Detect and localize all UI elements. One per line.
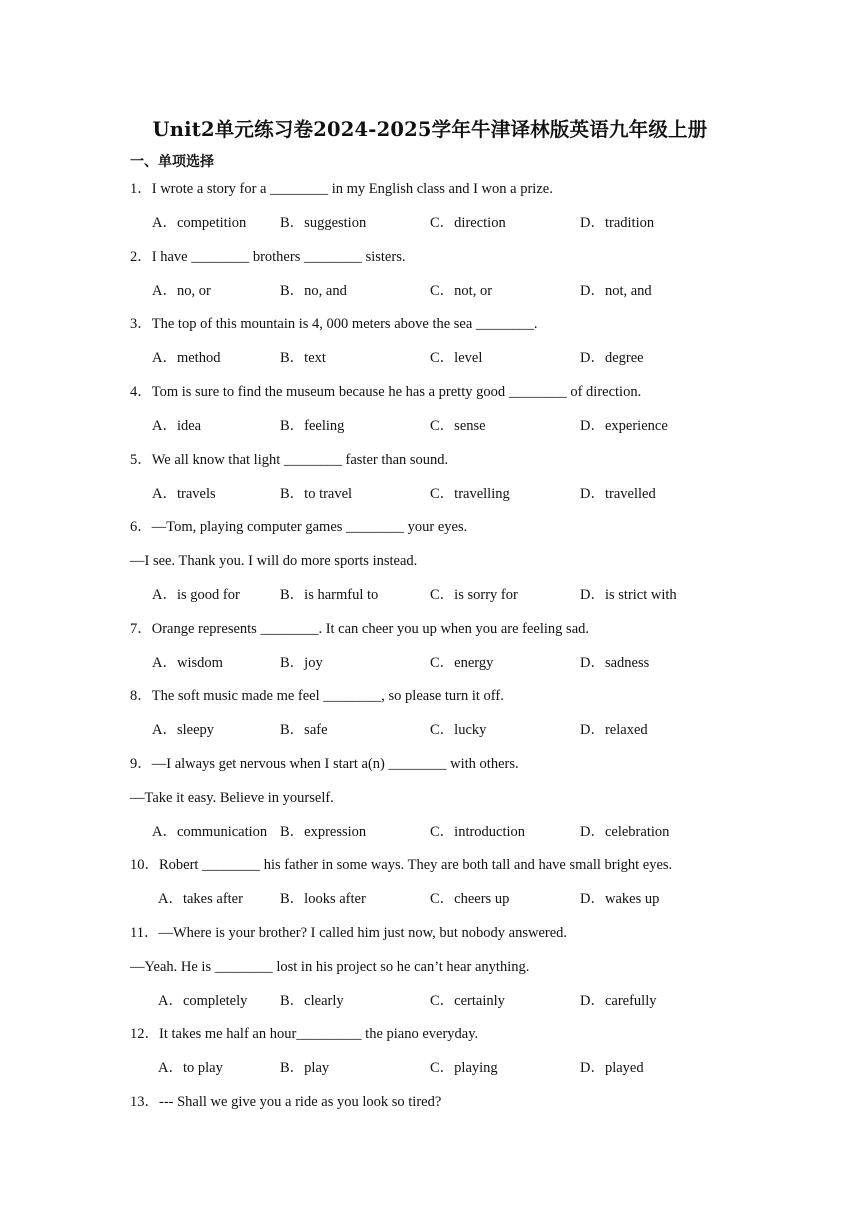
question-1-option-b[interactable]: B．suggestion [280,215,367,231]
question-10-option-a[interactable]: A．takes after [158,891,243,907]
question-12-option-c[interactable]: C．playing [430,1060,498,1076]
question-7-option-c[interactable]: C．energy [430,655,494,671]
question-12-stem: 12．It takes me half an hour_________ the piano everyday. [130,1026,479,1042]
question-5-option-d[interactable]: D．travelled [580,486,656,502]
question-6-option-b[interactable]: B．is harmful to [280,587,379,603]
question-7-option-a[interactable]: A．wisdom [152,655,223,671]
question-11-reply: —Yeah. He is ________ lost in his project so he can’t hear anything. [130,959,530,975]
question-6-option-a[interactable]: A．is good for [152,587,240,603]
question-5-option-c[interactable]: C．travelling [430,486,510,502]
question-7-stem: 7．Orange represents ________. It can cheer you up when you are feeling sad. [130,621,590,637]
question-7-option-b[interactable]: B．joy [280,655,323,671]
question-9-option-c[interactable]: C．introduction [430,824,526,840]
question-8-stem: 8．The soft music made me feel ________, so please turn it off. [130,688,504,704]
question-3-option-b[interactable]: B．text [280,350,326,366]
question-9-option-d[interactable]: D．celebration [580,824,670,840]
question-7-option-d[interactable]: D．sadness [580,655,650,671]
question-6-option-d[interactable]: D．is strict with [580,587,677,603]
question-11-option-a[interactable]: A．completely [158,993,248,1009]
question-11-option-b[interactable]: B．clearly [280,993,344,1009]
question-13-stem: 13．--- Shall we give you a ride as you look so tired? [130,1094,442,1110]
question-2-option-b[interactable]: B．no, and [280,283,347,299]
question-10-option-d[interactable]: D．wakes up [580,891,660,907]
question-8-option-b[interactable]: B．safe [280,722,328,738]
question-11-option-c[interactable]: C．certainly [430,993,505,1009]
page-title: Unit2单元练习卷2024-2025学年牛津译林版英语九年级上册 [152,118,708,141]
question-8-option-c[interactable]: C．lucky [430,722,487,738]
question-5-stem: 5．We all know that light ________ faster than sound. [130,452,449,468]
question-8-option-a[interactable]: A．sleepy [152,722,215,738]
question-2-stem: 2．I have ________ brothers ________ sisters. [130,249,406,265]
question-2-option-a[interactable]: A．no, or [152,283,211,299]
question-4-option-d[interactable]: D．experience [580,418,668,434]
question-4-option-b[interactable]: B．feeling [280,418,345,434]
question-2-option-c[interactable]: C．not, or [430,283,493,299]
question-2-option-d[interactable]: D．not, and [580,283,652,299]
question-1-option-d[interactable]: D．tradition [580,215,655,231]
question-9-option-a[interactable]: A．communication [152,824,268,840]
question-10-option-b[interactable]: B．looks after [280,891,366,907]
question-3-option-c[interactable]: C．level [430,350,483,366]
question-4-option-c[interactable]: C．sense [430,418,486,434]
question-12-option-b[interactable]: B．play [280,1060,330,1076]
question-9-option-b[interactable]: B．expression [280,824,367,840]
question-11-option-d[interactable]: D．carefully [580,993,657,1009]
question-6-option-c[interactable]: C．is sorry for [430,587,518,603]
question-11-stem: 11．—Where is your brother? I called him just now, but nobody answered. [130,925,568,941]
question-9-reply: —Take it easy. Believe in yourself. [130,790,334,806]
question-3-stem: 3．The top of this mountain is 4, 000 meters above the sea ________. [130,316,538,332]
question-5-option-b[interactable]: B．to travel [280,486,353,502]
question-4-option-a[interactable]: A．idea [152,418,202,434]
section-heading: 一、单项选择 [130,154,214,170]
question-1-option-c[interactable]: C．direction [430,215,506,231]
question-10-option-c[interactable]: C．cheers up [430,891,510,907]
question-3-option-a[interactable]: A．method [152,350,221,366]
question-10-stem: 10．Robert ________ his father in some ways. They are both tall and have small bright eyes. [130,857,673,873]
question-12-option-d[interactable]: D．played [580,1060,644,1076]
question-3-option-d[interactable]: D．degree [580,350,644,366]
question-6-reply: —I see. Thank you. I will do more sports instead. [130,553,418,569]
question-1-stem: 1．I wrote a story for a ________ in my English class and I won a prize. [130,181,553,197]
question-5-option-a[interactable]: A．travels [152,486,216,502]
question-12-option-a[interactable]: A．to play [158,1060,223,1076]
question-9-stem: 9．—I always get nervous when I start a(n) ________ with others. [130,756,519,772]
question-4-stem: 4．Tom is sure to find the museum because he has a pretty good ________ of direction. [130,384,642,400]
question-1-option-a[interactable]: A．competition [152,215,247,231]
question-6-stem: 6．—Tom, playing computer games ________ your eyes. [130,519,468,535]
question-8-option-d[interactable]: D．relaxed [580,722,648,738]
